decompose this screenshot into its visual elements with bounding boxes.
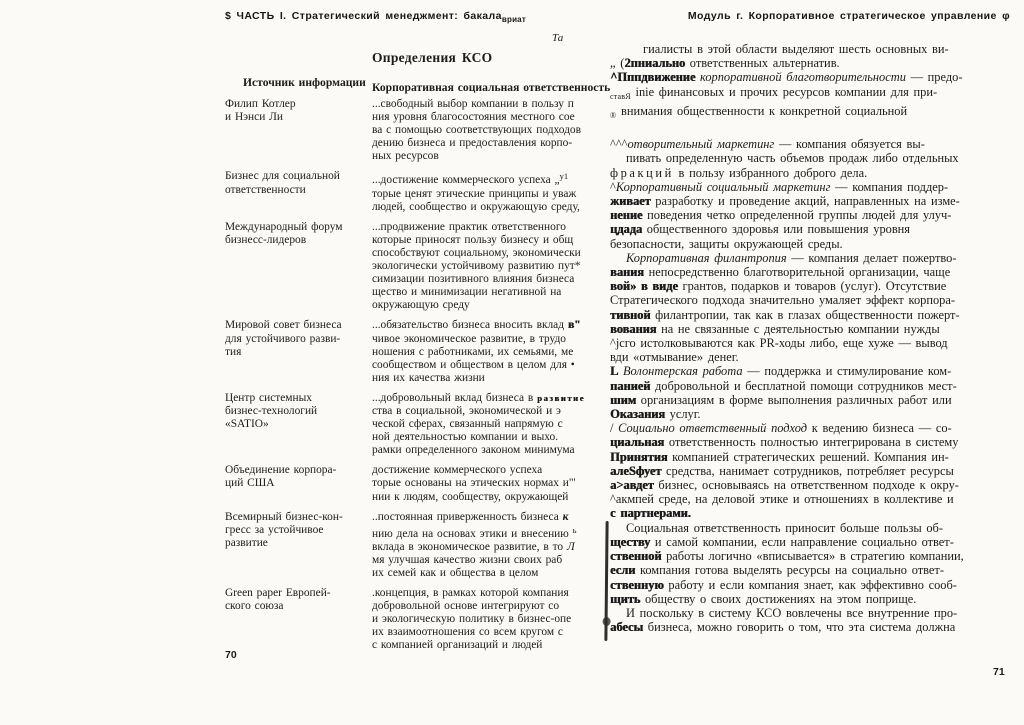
- text-line: дению бизнеса и предоставления корпо-: [372, 137, 573, 150]
- text-line: рамки определенного законом минимума: [372, 444, 575, 457]
- definition-cell: [372, 98, 581, 163]
- text-line: ства в социальной, экономической и э: [372, 404, 561, 417]
- text-line: безопасности, защиты окружающей среды.: [610, 236, 843, 251]
- definition-cell: [372, 170, 580, 213]
- table-row: [225, 587, 570, 652]
- table-row: [225, 464, 576, 503]
- running-header-right: Модуль г. Корпоративное стратегическое управление φ: [687, 10, 1010, 22]
- text-line: ^Пппдвижение корпоративной благотворительности — предо-: [610, 70, 963, 85]
- text-line: Центр системных: [225, 391, 312, 404]
- table-row: [225, 220, 581, 313]
- text-line: сообществом и обществом в целом для •: [372, 358, 575, 371]
- text-line: ной деятельностью компании и выхо.: [372, 431, 559, 444]
- definition-cell: [372, 587, 570, 652]
- page-number-right: 71: [993, 666, 1005, 678]
- text-line: ...обязательство бизнеса вносить вклад в": [372, 319, 581, 332]
- text-line: Принятия компанией стратегических решений. Компания ин-: [610, 449, 949, 464]
- text-line: L Волонтерская работа — поддержка и стимулирование ком-: [610, 364, 952, 379]
- text-line: абесы бизнеса, можно говорить о том, что эта система должна: [610, 620, 956, 635]
- text-line: фракций в пользу избранного доброго дела.: [610, 165, 868, 180]
- text-line: ...свободный выбор компании в пользу п: [372, 98, 574, 110]
- text-line: тия: [225, 345, 242, 358]
- text-line: и Нэнси Ли: [225, 111, 283, 124]
- ink-smudge: [604, 521, 608, 641]
- source-cell: [225, 221, 372, 313]
- text-line: торые основаны на этических нормах и"': [372, 477, 576, 490]
- text-line: щество и минимизации негативной на: [372, 286, 562, 299]
- text-line: их семей как и общества в целом: [372, 567, 539, 579]
- table-row: [225, 319, 581, 384]
- table-row: [225, 510, 577, 580]
- text-line: Стратегического подхода значительно умаляет эффект корпора-: [610, 293, 955, 308]
- text-line: щить обществу о своих достижениях на этом поприще.: [610, 591, 917, 606]
- definition-cell: [372, 510, 577, 580]
- text-line: ственную работу и если компания знает, как эффективно сооб-: [610, 577, 957, 592]
- text-line: ^^^отворительный маркетинг — компания обязуется вы-: [610, 137, 925, 152]
- text-line: бизнес-технологий: [225, 404, 318, 417]
- text-line: алеSфует средства, нанимает сотрудников, потребляет ресурсы: [610, 463, 954, 478]
- right-page-body-text: [610, 42, 1012, 634]
- text-line: с партнерами.: [610, 506, 691, 521]
- text-line: экологически устойчивому развитию пут*: [372, 260, 581, 273]
- text-line: ^Корпоративный социальный маркетинг — компания поддер-: [610, 179, 949, 194]
- text-line: ва с помощью соответствующих подходов: [372, 124, 581, 137]
- text-line: Бизнес для социальной: [225, 170, 340, 183]
- text-line: развитие: [225, 536, 268, 549]
- text-line: и экологическую политику в бизнес-опе: [372, 613, 572, 626]
- source-cell: [225, 319, 372, 384]
- text-line: мя улучшая качество жизни своих раб: [372, 553, 563, 566]
- text-line: шим организациям в форме выполнения различных работ или: [610, 392, 952, 407]
- text-line: ...продвижение практик ответственного: [372, 220, 566, 233]
- text-line: Green paper Европей-: [225, 587, 331, 600]
- text-line: [610, 123, 1012, 137]
- text-line: Объединение корпора-: [225, 464, 337, 477]
- definition-cell: [372, 319, 581, 384]
- text-line: гресс за устойчивое: [225, 523, 324, 536]
- text-line: Международный форум: [225, 220, 343, 233]
- text-line: которые приносят пользу бизнесу и общ: [372, 233, 574, 246]
- text-line: вания непосредственно благотворительной организации, чаще: [610, 265, 951, 280]
- text-line: пивать определенную часть объемов продаж либо отдельных: [626, 151, 959, 166]
- text-line: добровольной основе интегрируют со: [372, 600, 560, 613]
- text-line: ния их качества жизни: [372, 371, 485, 384]
- source-cell: [225, 98, 372, 163]
- source-cell: [225, 170, 372, 213]
- text-line: вклада в экономическое развитие, в то Л: [372, 540, 575, 553]
- text-line: ..постоянная приверженность бизнеса к: [372, 510, 569, 523]
- text-line: чивое экономическое развитие, в трудо: [372, 332, 567, 345]
- text-line: а>авдет бизнес, основываясь на ответственном подходе к окру-: [610, 478, 959, 493]
- definition-cell: [372, 464, 576, 503]
- text-line: .концепция, в рамках которой компания: [372, 587, 569, 600]
- text-line: „ (2пниально ответственных альтернатив.: [610, 56, 840, 71]
- text-line: для устойчивого разви-: [225, 332, 341, 345]
- text-line: циальная ответственность полностью интегрирована в систему: [610, 435, 959, 450]
- text-line: нии к людям, сообществу, окружающей: [372, 490, 569, 503]
- text-line: торые ценят этические принципы и уваж: [372, 187, 577, 200]
- source-cell: [225, 464, 372, 503]
- source-cell: [225, 587, 372, 652]
- text-line: $_{ставЯ}$ inie финансовых и прочих ресурсов компании для при-: [610, 84, 938, 101]
- definition-cell: [372, 220, 581, 313]
- text-line: ществу и самой компании, если направление социально ответ-: [610, 534, 954, 549]
- text-line: если компания готова выделять ресурсы на социально ответ-: [610, 563, 944, 578]
- text-line: Корпоративная филантропия — компания делает пожертво-: [626, 250, 957, 265]
- text-line: ных ресурсов: [372, 150, 439, 163]
- text-line: вования на не связанные с деятельностью компании нужды: [610, 321, 940, 336]
- text-line: нию дела на основах этики и внесению $^ь$: [372, 524, 577, 540]
- text-line: Мировой совет бизнеса: [225, 319, 342, 332]
- column-header-source: Источник информации: [243, 76, 366, 89]
- text-line: вой» в виде грантов, подарков и товаров (услуг). Отсутствие: [610, 279, 947, 294]
- text-line: панией добровольной и бесплатной помощи сотрудников мест-: [610, 378, 957, 393]
- text-line: / Социально ответственный подход к ведению бизнеса — со-: [610, 421, 952, 436]
- text-line: Оказания услуг.: [610, 407, 701, 422]
- text-line: ...достижение коммерческого успеха „$^{у1}$: [372, 171, 569, 187]
- text-line: ского союза: [225, 600, 284, 613]
- table-title: Определения КСО: [372, 50, 493, 65]
- text-line: ния уровня благосостояния местного сое: [372, 111, 575, 124]
- table-row: [225, 170, 580, 213]
- text-line: гиалисты в этой области выделяют шесть основных ви-: [643, 42, 949, 56]
- table-row: [225, 98, 581, 163]
- text-line: тивной филантропии, так как в глазах общественности пожерт-: [610, 307, 960, 322]
- text-line: «SATIO»: [225, 418, 269, 431]
- text-line: с компанией организаций и людей: [372, 639, 543, 652]
- running-header-left: $ ЧАСТЬ I. Стратегический менеджмент: бакала$_{вриат}$: [225, 10, 526, 24]
- text-line: ...добровольный вклад бизнеса в развитие: [372, 391, 586, 404]
- table-caption-fragment: Та: [552, 32, 564, 44]
- text-line: ческой сферах, связанный напрямую с: [372, 418, 563, 431]
- text-line: ций США: [225, 477, 275, 490]
- text-line: цдада общественного здоровья или повышения уровня: [610, 222, 911, 237]
- text-line: ственной работы логично «вписывается» в стратегию компании,: [610, 549, 964, 564]
- text-line: вди «отмывание» денег.: [610, 350, 739, 365]
- text-line: $_®$ внимания общественности к конкретной социальной: [610, 103, 908, 120]
- page-number-left: 70: [225, 649, 237, 661]
- text-line: способствуют социальному, экономически: [372, 246, 581, 259]
- text-line: достижение коммерческого успеха: [372, 464, 543, 477]
- text-line: бизнесс-лидеров: [225, 233, 307, 246]
- definition-cell: [372, 391, 586, 457]
- text-line: окружающую среду: [372, 299, 470, 312]
- table-row: [225, 391, 586, 457]
- text-line: живает разработку и проведение акций, направленных на изме-: [610, 194, 960, 209]
- text-line: нение поведения четко определенной группы людей для улуч-: [610, 208, 952, 223]
- column-header-csr: Корпоративная социальная ответственность: [372, 81, 611, 94]
- csr-definitions-table: [225, 98, 586, 660]
- text-line: Социальная ответственность приносит больше пользы об-: [626, 520, 943, 535]
- text-line: ответственности: [225, 183, 306, 196]
- text-line: ^jcго истолковываются как PR-ходы либо, еще хуже — вывод: [610, 336, 948, 351]
- text-line: ношения с работниками, их семьями, ме: [372, 345, 574, 358]
- source-cell: [225, 511, 372, 580]
- text-line: их взаимоотношения со всем кругом с: [372, 626, 563, 639]
- text-line: И поскольку в систему КСО вовлечены все внутренние про-: [626, 605, 958, 620]
- text-line: ^акмпей среде, на деловой этике и отношениях в коллективе и: [610, 492, 954, 507]
- text-line: людей, сообщество и окружающую среду,: [372, 200, 580, 213]
- text-line: симизации позитивного влияния бизнеса: [372, 273, 575, 286]
- text-line: Всемирный бизнес-кон-: [225, 510, 343, 523]
- text-line: Филип Котлер: [225, 98, 296, 110]
- source-cell: [225, 392, 372, 457]
